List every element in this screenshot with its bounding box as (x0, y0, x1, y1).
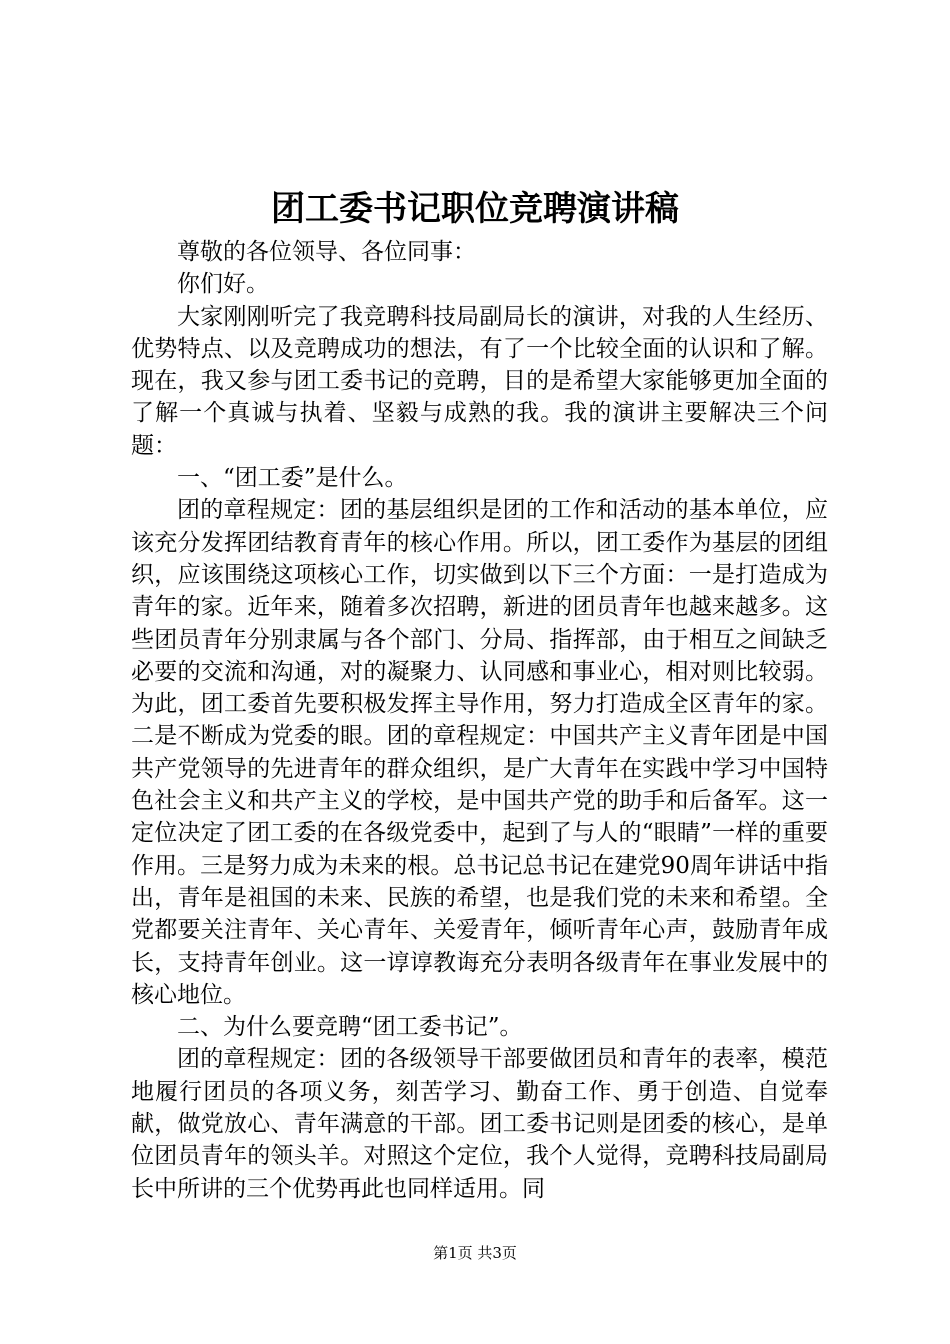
paragraph-greeting: 你们好。 (177, 271, 269, 298)
paragraph-salutation: 尊敬的各位领导、各位同事： (177, 239, 476, 265)
page-footer: 第1页 共3页 (433, 1244, 517, 1262)
paragraph-section-1: 团的章程规定：团的基层组织是团的工作和活动的基本单位，应该充分发挥团结教育青年的核心作用。所以，团工委作为基层的团组织，应该围绕这项核心工作，切实做到以下三个方面：一是打造成为青年的家。近年来，随着多次招聘，新进的团员青年也越来越多。这些团员青年分别隶属与各个部门、分局、指挥部，由于相互之间缺乏必要的交流和沟通，对的凝聚力、认同感和事业心，相对则比较弱。为此，团工委首先要积极发挥主导作用，努力打造成全区青年的家。二是不断成为党委的眼。团的章程规定：中国共产主义青年团是中国共产党领导的先进青年的群众组织，是广大青年在实践中学习中国特色社会主义和共产主义的学校，是中国共产党的助手和后备军。这一定位决定了团工委的在各级党委中，起到了与人的“眼睛”一样的重要作用。三是努力成为未来的根。总书记总书记在建党90周年讲话中指出，青年是祖国的未来、民族的希望，也是我们党的未来和希望。全党都要关注青年、关心青年、关爱青年，倾听青年心声，鼓励青年成长，支持青年创业。这一谆谆教诲充分表明各级青年在事业发展中的核心地位。 (131, 497, 828, 1008)
paragraph-section-2: 团的章程规定：团的各级领导干部要做团员和青年的表率，模范地履行团员的各项义务，刻苦学习、勤奋工作、勇于创造、自觉奉献，做党放心、青年满意的干部。团工委书记则是团委的核心，是单位团员青年的领头羊。对照这个定位，我个人觉得，竞聘科技局副局长中所讲的三个优势再此也同样适用。同 (131, 1046, 828, 1202)
paragraph-intro: 大家刚刚听完了我竞聘科技局副局长的演讲，对我的人生经历、优势特点、以及竞聘成功的想法，有了一个比较全面的认识和了解。现在，我又参与团工委书记的竞聘，目的是希望大家能够更加全面的了解一个真诚与执着、坚毅与成熟的我。我的演讲主要解决三个问题： (131, 303, 828, 459)
document-title: 团工委书记职位竞聘演讲稿 (271, 189, 679, 229)
section-heading-2: 二、为什么要竞聘“团工委书记”。 (177, 1014, 523, 1041)
document-body (131, 236, 828, 1205)
section-heading-1: 一、“团工委”是什么。 (177, 465, 408, 492)
